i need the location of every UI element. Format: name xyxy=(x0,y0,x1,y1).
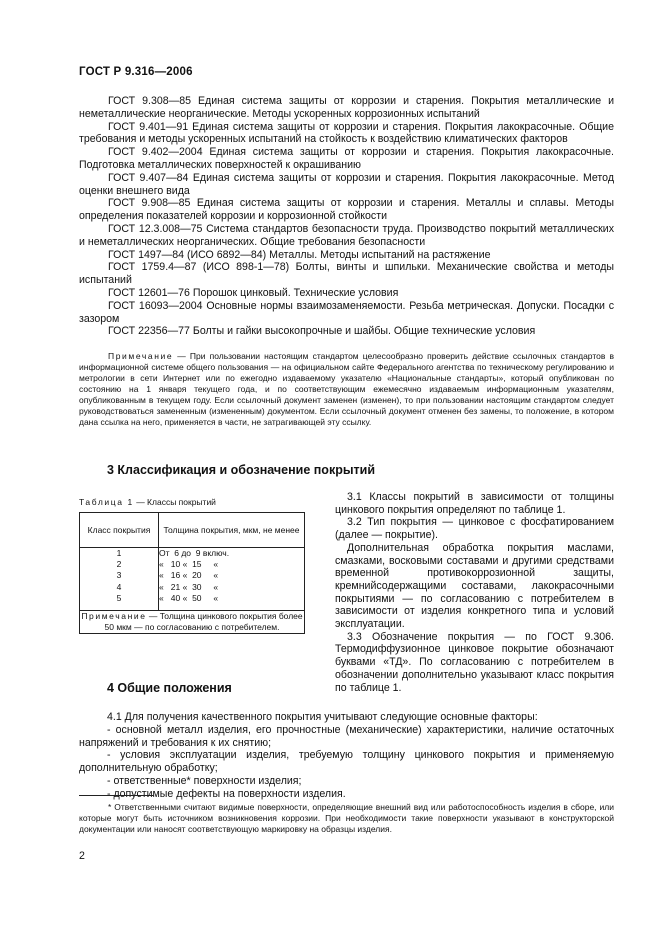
references-note xyxy=(79,351,614,428)
table-note-row xyxy=(80,611,305,634)
table-note-lead: Примечание xyxy=(81,611,147,621)
column-header-thickness: Толщина покрытия, мкм, не менее xyxy=(159,513,305,548)
paragraph: 3.1 Классы покрытий в зависимости от толщины цинкового покрытия определяют по таблице 1. xyxy=(335,491,614,516)
coating-classes-table xyxy=(79,512,305,634)
class-values xyxy=(80,548,159,611)
footnote-divider xyxy=(79,795,154,796)
table-note-text: — Толщина цинкового покрытия более 50 мкм — по согласованию с потребителем. xyxy=(104,611,303,632)
reference-item: ГОСТ 9.401—91 Единая система защиты от коррозии и старения. Покрытия лакокрасочные. Общие требования и методы ускоренных испытаний на стойкость к воздействию климатических факторов xyxy=(79,120,614,146)
column-header-class: Класс покрытия xyxy=(80,513,159,548)
list-item: - условия эксплуатации изделия, требуемую толщину цинкового покрытия и применяемую дополнительную обработку; xyxy=(79,749,614,775)
paragraph: Дополнительная обработка покрытия маслами, смазками, восковыми составами и другими средствами временной противокоррозионной защиты, кремнийсодержащими составами, лакокрасочными покрытиями — по согласованию с потребителем в зависимости от изделия конкретного типа и условий эксплуатации. xyxy=(335,541,614,631)
table-caption-lead: Таблица 1 xyxy=(79,497,134,507)
section-3-title: 3 Классификация и обозначение покрытий xyxy=(107,463,375,477)
footnote: * Ответственными считают видимые поверхности, определяющие внешний вид или работоспособность изделия в сборе, или которые могут быть источником возникновения коррозии. При необходимости такие поверхности указывают в конструкторской документации или наносят соответствующую маркировку на образцы изделия. xyxy=(79,802,614,834)
paragraph: 4.1 Для получения качественного покрытия учитывают следующие основные факторы: xyxy=(107,711,538,723)
paragraph: 3.2 Тип покрытия — цинковое с фосфатированием (далее — покрытие). xyxy=(335,516,614,542)
document-header: ГОСТ Р 9.316—2006 xyxy=(79,66,193,78)
section-4-title: 4 Общие положения xyxy=(107,681,232,695)
list-item: - ответственные* поверхности изделия; xyxy=(107,774,302,787)
reference-item: ГОСТ 9.402—2004 Единая система защиты от коррозии и старения. Покрытия лакокрасочные. Подготовка металлических поверхностей к окрашиванию xyxy=(79,146,614,171)
reference-item: ГОСТ 12.3.008—75 Система стандартов безопасности труда. Производство покрытий металлических и неметаллических неорганических. Общие требования безопасности xyxy=(79,222,614,248)
table-header-row xyxy=(80,513,305,548)
reference-item: ГОСТ 22356—77 Болты и гайки высокопрочные и шайбы. Общие технические условия xyxy=(108,325,536,338)
list-item: - основной металл изделия, его прочностные (механические) характеристики, наличие остаточных напряжений и требования к их снятию; xyxy=(79,723,614,749)
page-number: 2 xyxy=(79,850,85,862)
note-text: — При пользовании настоящим стандартом целесообразно проверить действие ссылочных стандартов в информационной системе общего пользования — на официальном сайте Федерального агентства по техническому регулированию и метрологии в сети Интернет или по ежегодно издаваемому указателю «Национальные стандарты», который опубликован по состоянию на 1 января текущего года, и по соответствующим ежемесячно издаваемым информационным указателям, опубликованным в текущем году. Если ссылочный документ заменен (изменен), то при пользовании настоящим стандартом следует руководствоваться замененным (измененным) документом. Если ссылочный документ отменен без замены, то положение, в котором дана ссылка на него, применяется в части, не затрагивающей эту ссылку. xyxy=(79,351,614,427)
note-lead: Примечание xyxy=(108,351,174,361)
reference-item: ГОСТ 12601—76 Порошок цинковый. Технические условия xyxy=(108,286,399,299)
table-body-row xyxy=(80,548,305,611)
section-3-body xyxy=(335,491,614,694)
paragraph: 3.3 Обозначение покрытия — по ГОСТ 9.306. Термодиффузионное цинковое покрытие обозначают буквами «ТД». По согласованию с потребителем в обозначении дополнительно указывают класс покрытия по таблице 1. xyxy=(335,630,614,694)
table-1-caption xyxy=(79,497,216,507)
reference-item: ГОСТ 9.308—85 Единая система защиты от коррозии и старения. Покрытия металлические и неметаллические неорганические. Методы ускоренных коррозионных испытаний xyxy=(79,95,614,120)
reference-item: ГОСТ 1497—84 (ИСО 6892—84) Металлы. Методы испытаний на растяжение xyxy=(108,248,491,261)
list-item: - допустимые дефекты на поверхности изделия. xyxy=(107,787,346,800)
thickness-values: От 6 до 9 включ. « 10 « 15 « « 16 « 20 « « 21 « 30 « « 40 « 50 « xyxy=(159,548,305,611)
reference-item: ГОСТ 9.908—85 Единая система защиты от коррозии и старения. Металлы и сплавы. Методы определения показателей коррозии и коррозионной стойкости xyxy=(79,197,614,223)
reference-item: ГОСТ 1759.4—87 (ИСО 898-1—78) Болты, винты и шпильки. Механические свойства и методы испытаний xyxy=(79,261,614,287)
reference-item: ГОСТ 16093—2004 Основные нормы взаимозаменяемости. Резьба метрическая. Допуски. Посадки с зазором xyxy=(79,299,614,325)
reference-item: ГОСТ 9.407—84 Единая система защиты от коррозии и старения. Покрытия лакокрасочные. Метод оценки внешнего вида xyxy=(79,171,614,197)
normative-references xyxy=(79,95,614,338)
class-list: 1 2 3 4 5 xyxy=(116,548,122,603)
section-4-body xyxy=(79,711,614,801)
table-note xyxy=(80,611,305,634)
table-caption-rest: — Классы покрытий xyxy=(133,497,216,507)
